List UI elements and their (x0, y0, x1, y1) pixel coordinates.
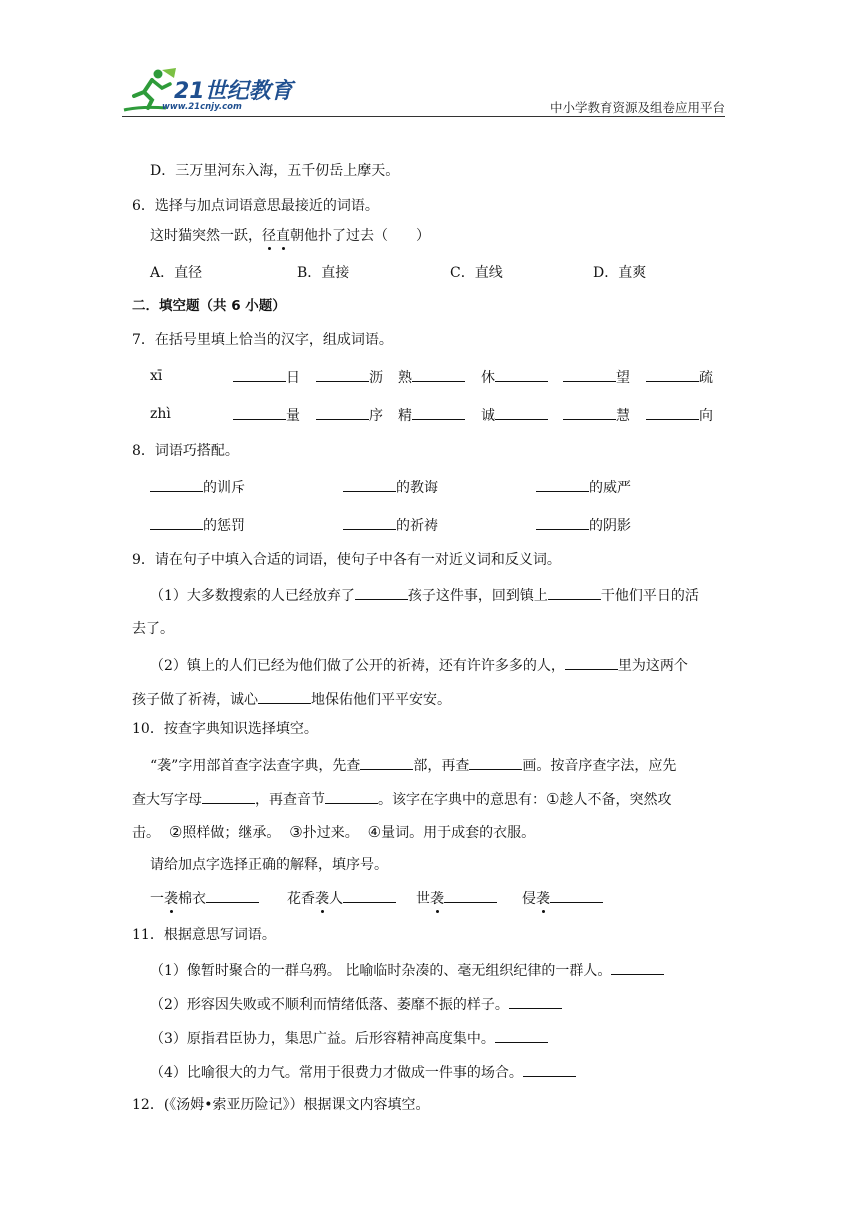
q7-blank[interactable] (646, 405, 699, 420)
q10-meaning-1-text: 趁人不备，突然攻 (559, 792, 672, 808)
q6-sentence (150, 227, 430, 245)
q9-blank[interactable] (355, 585, 408, 600)
q11-item-1-text: （1）像暂时聚合的一群乌鸦。 比喻临时杂凑的、毫无组织纪律的一群人。 (150, 963, 612, 979)
q11-blank[interactable] (523, 1062, 576, 1077)
q8-blank[interactable] (343, 515, 396, 530)
q10-para-3 (132, 823, 535, 842)
q9-sentence-2-cont (132, 689, 451, 709)
q7-row2-word-1: 量 (286, 408, 300, 424)
q8-item-3: 的威严 (589, 480, 631, 496)
q7-blank[interactable] (495, 405, 548, 420)
q7-row2-word-2: 序 (369, 408, 383, 424)
q9-s1-part-c: 干他们平日的活 (600, 588, 699, 604)
q6-option-d: D．直爽 (593, 265, 647, 281)
q7-row1-word-4: 休 (481, 370, 495, 386)
q8-blank[interactable] (150, 477, 203, 492)
q10-blank[interactable] (325, 789, 378, 804)
q7-blank[interactable] (495, 367, 548, 382)
q10-meaning-4-text: 量词。用于成套的衣服。 (381, 825, 536, 841)
q10-para-2 (132, 789, 671, 809)
q9-s2-part-d: 地保佑他们平平安安。 (311, 692, 451, 708)
q11-item-3-text: （3）原指君臣协力，集思广益。后形容精神高度集中。 (150, 1031, 495, 1047)
q6-option-b: B．直接 (297, 265, 350, 281)
section-2-title: 二．填空题（共 6 小题） (132, 298, 286, 314)
q7-row1-word-6: 疏 (699, 370, 713, 386)
q7-row1-word-1: 日 (286, 370, 300, 386)
q9-s2-part-c: 孩子做了祈祷，诚心 (132, 692, 258, 708)
q10-blank[interactable] (360, 755, 413, 770)
q6-option-c: C．直线 (450, 265, 503, 281)
q8-item-5: 的祈祷 (396, 518, 438, 534)
q9-s2-part-a: （2）镇上的人们已经为他们做了公开的祈祷，还有许许多多的人， (150, 658, 565, 674)
header-tagline: 中小学教育资源及组卷应用平台 (549, 100, 725, 115)
q6-stem: 6．选择与加点词语意思最接近的词语。 (132, 198, 379, 214)
q10-blank[interactable] (202, 789, 255, 804)
q7-row1-word-2: 沥 (369, 370, 383, 386)
q8-stem: 8．词语巧搭配。 (132, 443, 239, 459)
q10-meaning-2-text: 照样做；继承。 (182, 825, 281, 841)
q10-word-3-pre: 世 (416, 891, 430, 907)
q9-s1-part-b: 孩子这件事，回到镇上 (407, 588, 548, 604)
q7-row-1 (0, 367, 860, 387)
header-divider (122, 116, 725, 117)
q9-blank[interactable] (548, 585, 601, 600)
q6-dotted-char-2: 直 (276, 228, 290, 244)
q10-word-2-dotted: 袭 (315, 891, 329, 907)
q10-word-1-post: 棉衣 (178, 891, 206, 907)
q6-dotted-char-1: 径 (262, 228, 276, 244)
q10-blank[interactable] (550, 888, 603, 903)
q11-item-2 (150, 994, 562, 1014)
q7-row2-word-4: 诚 (481, 408, 495, 424)
q9-sentence-2 (150, 655, 688, 675)
q10-word-2-pre: 花香 (287, 891, 315, 907)
q6-option-a: A．直径 (150, 265, 203, 281)
logo-text: 21世纪教育 (174, 79, 293, 104)
logo-url-text: www.21cnjy.com (162, 102, 242, 112)
q9-blank[interactable] (258, 689, 311, 704)
q7-row2-pinyin: zhì (150, 406, 171, 422)
q10-word-3-dotted: 袭 (430, 891, 444, 907)
q7-row-2 (0, 405, 860, 425)
q6-sentence-post: 朝他扑了过去（ ） (290, 228, 430, 244)
q10-para-1 (150, 755, 676, 775)
q7-row1-word-5: 望 (616, 370, 630, 386)
q7-blank[interactable] (563, 367, 616, 382)
q8-item-1: 的训斥 (203, 480, 245, 496)
q10-p1-part-c: 画。按音序查字法，应先 (522, 758, 677, 774)
q7-blank[interactable] (563, 405, 616, 420)
q7-row2-word-5: 慧 (616, 408, 630, 424)
q8-blank[interactable] (536, 477, 589, 492)
q10-p1-part-b: 部，再查 (413, 758, 470, 774)
q8-row-2 (0, 515, 860, 535)
q9-s1-part-a: （1）大多数搜索的人已经放弃了 (150, 588, 355, 604)
q11-stem: 11．根据意思写词语。 (132, 927, 276, 943)
q9-s1-part-d: 去了。 (132, 621, 174, 637)
q7-row1-pinyin: xī (150, 368, 163, 384)
q8-item-6: 的阴影 (589, 518, 631, 534)
q9-sentence-1 (150, 585, 699, 605)
q7-blank[interactable] (316, 405, 369, 420)
q7-row2-word-6: 向 (699, 408, 713, 424)
q7-stem: 7．在括号里填上恰当的汉字，组成词语。 (132, 332, 393, 348)
q8-row-1 (0, 477, 860, 497)
q8-blank[interactable] (343, 477, 396, 492)
q10-p2-part-c: 。该字在字典中的意思有： (378, 792, 546, 808)
q10-meaning-4-marker: ④ (367, 823, 382, 841)
q10-para-4: 请给加点字选择正确的解释，填序号。 (150, 857, 388, 873)
q11-item-2-text: （2）形容因失败或不顺利而情绪低落、萎靡不振的样子。 (150, 997, 509, 1013)
q10-meaning-3-text: 扑过来。 (302, 825, 359, 841)
q10-word-4-dotted: 袭 (536, 891, 550, 907)
q7-blank[interactable] (412, 405, 465, 420)
q8-blank[interactable] (536, 515, 589, 530)
q10-word-4-pre: 侵 (522, 891, 536, 907)
q5-option-d: D．三万里河东入海，五千仞岳上摩天。 (150, 163, 400, 179)
q10-blank[interactable] (206, 888, 259, 903)
q11-item-4 (150, 1062, 576, 1082)
q10-meaning-3-marker: ③ (289, 823, 303, 841)
q10-stem: 10．按查字典知识选择填空。 (132, 721, 318, 737)
q9-blank[interactable] (565, 655, 618, 670)
q10-meaning-1-marker: ① (546, 790, 560, 808)
q10-p2-part-b: ，再查音节 (255, 792, 325, 808)
q11-blank[interactable] (509, 994, 562, 1009)
q12-stem: 12．(《汤姆•索亚历险记》）根据课文内容填空。 (132, 1097, 430, 1113)
q11-blank[interactable] (611, 960, 664, 975)
q10-blank[interactable] (469, 755, 522, 770)
q10-blank[interactable] (444, 888, 497, 903)
q10-blank[interactable] (343, 888, 396, 903)
q9-s2-part-b: 里为这两个 (617, 658, 688, 674)
q10-p3-part-a: 击。 (132, 825, 160, 841)
q7-blank[interactable] (316, 367, 369, 382)
q10-p1-part-a: “袭”字用部首查字法查字典，先查 (150, 758, 361, 774)
q7-row2-word-3: 精 (398, 408, 412, 424)
q11-item-4-text: （4）比喻很大的力气。常用于很费力才做成一件事的场合。 (150, 1065, 523, 1081)
q10-word-1-dotted: 袭 (164, 891, 178, 907)
q7-blank[interactable] (233, 405, 286, 420)
q7-blank[interactable] (412, 367, 465, 382)
page-header (122, 66, 725, 118)
q9-stem: 9．请在句子中填入合适的词语，使句子中各有一对近义词和反义词。 (132, 552, 561, 568)
q11-blank[interactable] (495, 1028, 548, 1043)
q8-item-2: 的教诲 (396, 480, 438, 496)
q11-item-1 (150, 960, 664, 980)
q10-word-row (0, 888, 860, 908)
q7-row1-word-3: 熟 (398, 370, 412, 386)
q8-blank[interactable] (150, 515, 203, 530)
q10-word-2-post: 人 (329, 891, 343, 907)
q11-item-3 (150, 1028, 548, 1048)
q10-word-1-pre: 一 (150, 891, 164, 907)
q10-p2-part-a: 查大写字母 (132, 792, 202, 808)
q6-sentence-pre: 这时猫突然一跃， (150, 228, 262, 244)
q8-item-4: 的惩罚 (203, 518, 245, 534)
q7-blank[interactable] (646, 367, 699, 382)
site-logo (122, 66, 292, 116)
q10-meaning-2-marker: ② (168, 823, 183, 841)
q7-blank[interactable] (233, 367, 286, 382)
